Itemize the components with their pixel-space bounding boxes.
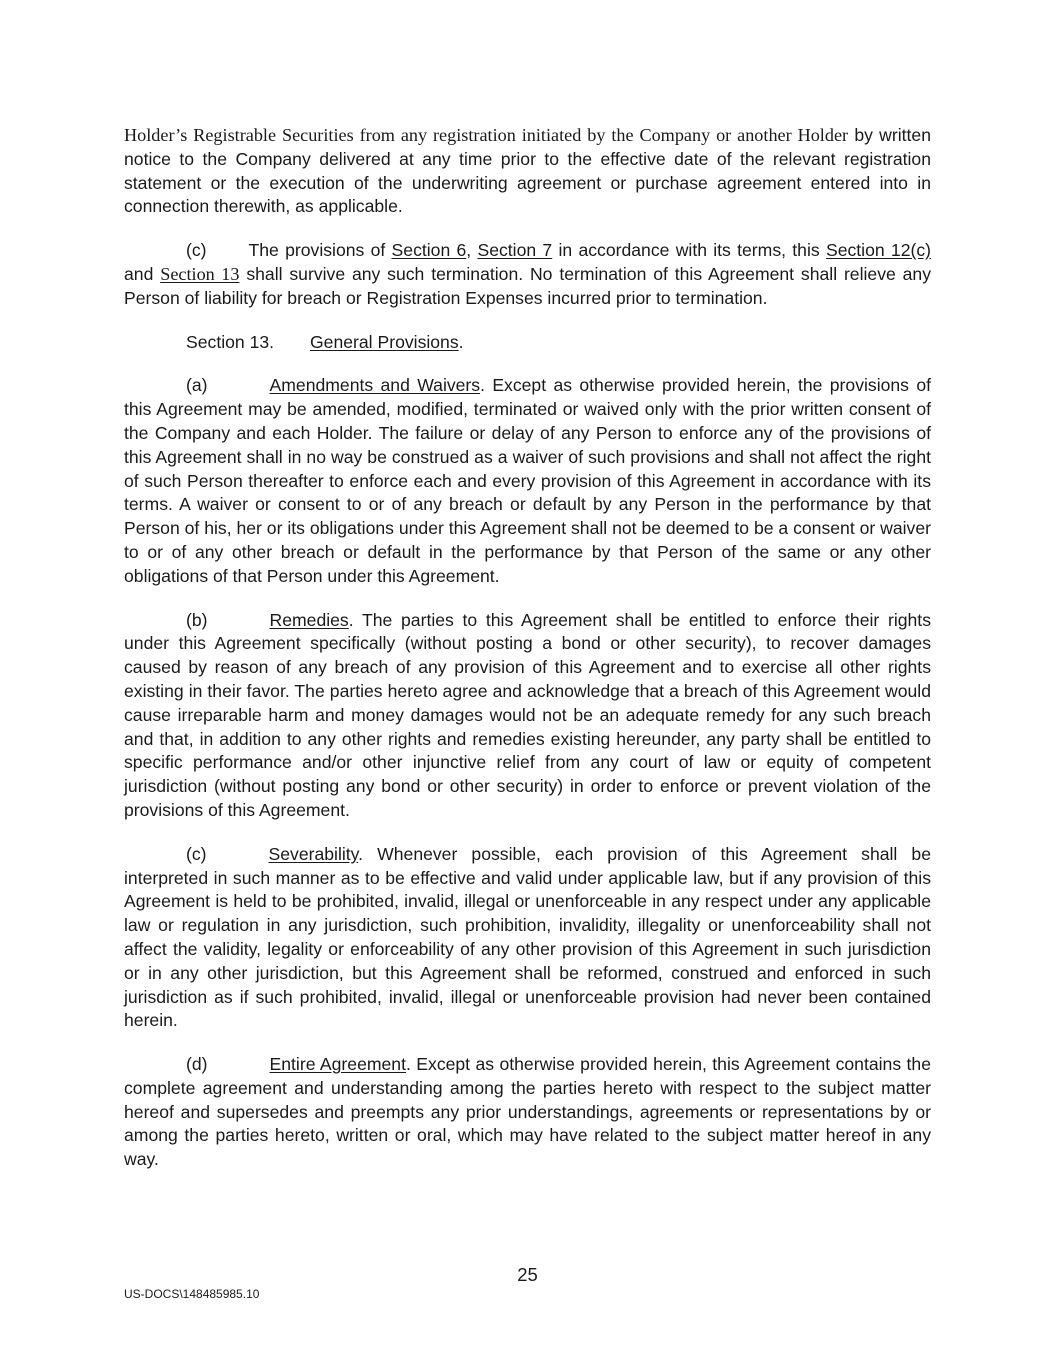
section-13-label: Section 13.: [186, 331, 275, 352]
section-12c-marker: (c): [186, 240, 207, 261]
section-6-link[interactable]: Section 6: [391, 240, 467, 261]
continuation-paragraph: [124, 124, 931, 219]
remedies-body: . The parties to this Agreement shall be entitled to enforce their rights under this Agreement specifically (without posting a bond or other security), to recover damages caused by reason of any breach of any provision of this Agreement and to exercise all other rights existing in their favor. The parties hereto agree and acknowledge that a breach of this Agreement would cause irreparable harm and money damages would not be an adequate remedy for any such breach and that, in addition to any other rights and remedies existing hereunder, any party shall be entitled to specific performance and/or other injunctive relief from any court of law or equity of competent jurisdiction (without posting any bond or other security) in order to enforce or prevent violation of the provisions of this Agreement.: [124, 609, 931, 820]
amendments-body: . Except as otherwise provided herein, the provisions of this Agreement may be amended, modified, terminated or waived only with the prior written consent of the Company and each Holder. The failure or delay of any Person to enforce any of the provisions of this Agreement shall in no way be construed as a waiver of such provisions and shall not affect the right of such Person thereafter to enforce each and every provision of this Agreement in accordance with its terms. A waiver or consent to or of any breach or default by any Person in the performance by that Person of his, her or its obligations under this Agreement shall not be deemed to be a consent or waiver to or of any other breach or default in the performance by that Person of the same or any other obligations of that Person under this Agreement.: [124, 375, 931, 586]
severability-marker: (c): [186, 843, 207, 864]
section-13-title-end: .: [458, 331, 464, 352]
entire-agreement-marker: (d): [186, 1054, 208, 1075]
section-13-link[interactable]: Section 13: [160, 263, 240, 284]
section-12c-text-4: and: [124, 263, 161, 284]
remedies-marker: (b): [186, 609, 208, 630]
document-page: [124, 124, 931, 1192]
section-12c-link[interactable]: Section 12(c): [825, 240, 931, 261]
severability-body: . Whenever possible, each provision of this Agreement shall be interpreted in such manner as to be effective and valid under applicable law, but if any provision of this Agreement is held to be prohibited, invalid, illegal or unenforceable in any respect under any applicable law or regulation in any jurisdiction, such prohibition, invalidity, illegality or unenforceability shall not affect the validity, legality or enforceability of any other provision of this Agreement in such jurisdiction or in any other jurisdiction, but this Agreement shall be reformed, construed and enforced in such jurisdiction as if such prohibited, invalid, illegal or unenforceable provision had never been contained herein.: [124, 843, 931, 1031]
remedies-title: Remedies: [269, 609, 349, 630]
section-13-heading: [124, 331, 931, 355]
continuation-serif-text: Holder’s Registrable Securities from any registration initiated by the Company or another Holder: [124, 125, 849, 145]
section-12c-text-1: The provisions of: [248, 240, 392, 261]
amendments-marker: (a): [186, 375, 208, 396]
amendments-title: Amendments and Waivers: [269, 375, 481, 396]
section-13-title: General Provisions: [310, 331, 459, 352]
section-7-link[interactable]: Section 7: [477, 240, 553, 261]
entire-agreement-body: . Except as otherwise provided herein, this Agreement contains the complete agreement and understanding among the parties hereto with respect to the subject matter hereof and supersedes and preempts any prior understandings, agreements or representations by or among the parties hereto, written or oral, which may have related to the subject matter hereof in any way.: [124, 1054, 931, 1170]
entire-agreement-title: Entire Agreement: [269, 1054, 406, 1075]
page-number: 25: [517, 1264, 538, 1285]
continuation-text: by written notice to the Company delivered at any time prior to the effective date of the relevant registration statement or the execution of the underwriting agreement or purchase agreement entered into in connection therewith, as applicable.: [124, 125, 931, 217]
amendments-paragraph: [124, 374, 931, 588]
document-id: US-DOCS\148485985.10: [124, 1287, 260, 1301]
section-12c-text-5: shall survive any such termination. No termination of this Agreement shall relieve any Person of liability for breach or Registration Expenses incurred prior to termination.: [124, 263, 932, 308]
section-12c-paragraph: [124, 239, 931, 310]
entire-agreement-paragraph: [124, 1053, 931, 1172]
remedies-paragraph: [124, 609, 931, 823]
section-12c-text-2: ,: [466, 240, 478, 261]
severability-title: Severability: [268, 843, 359, 864]
severability-paragraph: [124, 843, 931, 1033]
section-12c-text-3: in accordance with its terms, this: [552, 240, 826, 261]
